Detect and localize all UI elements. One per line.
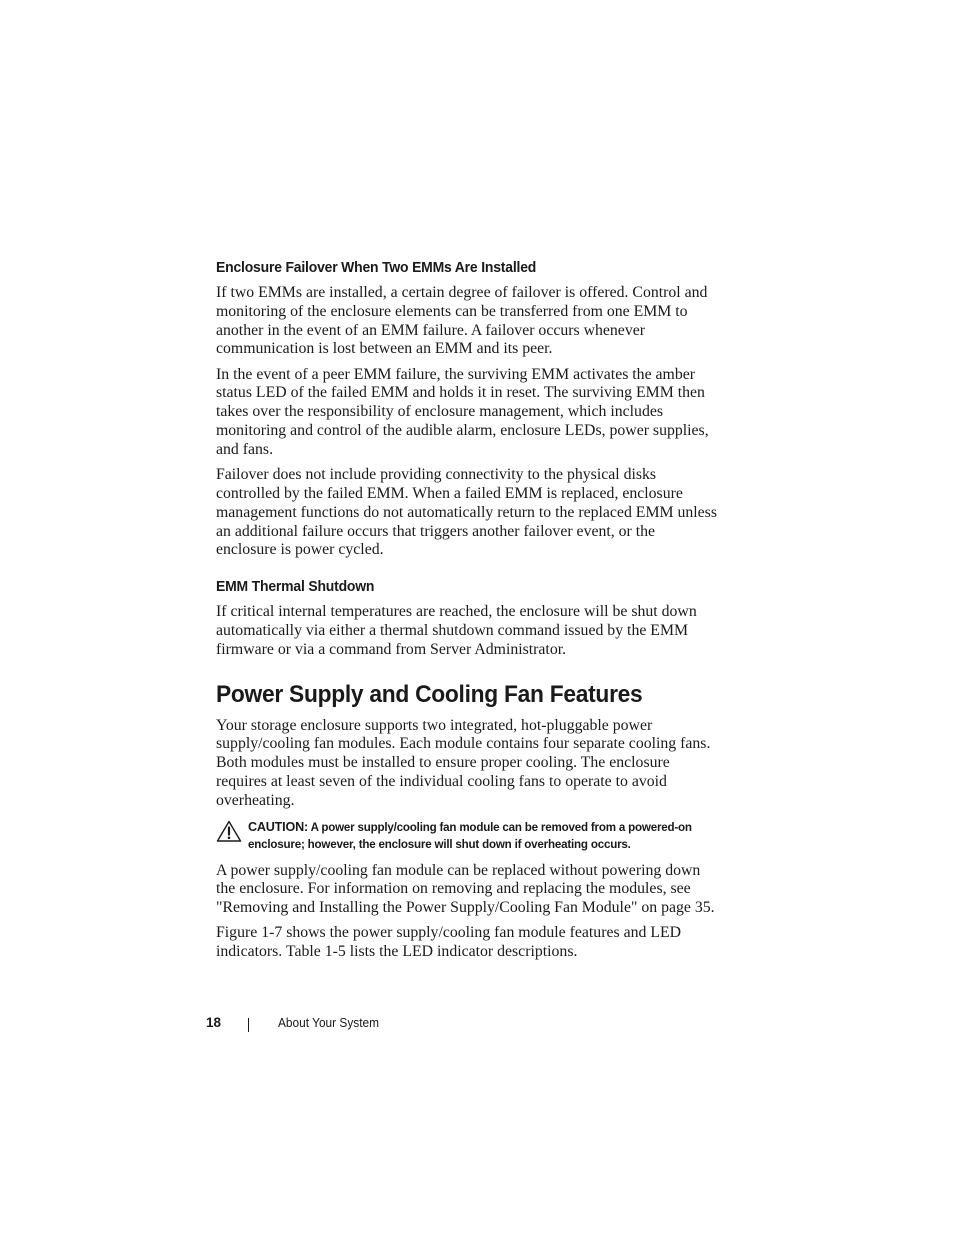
section-heading: EMM Thermal Shutdown — [216, 578, 375, 596]
paragraph: If two EMMs are installed, a certain degree of failover is offered. Control and monitoring of the enclosure elements can be transferred from one EMM to another in the event of an EMM failure. A failover occurs whenever communication is lost between an EMM and its peer. — [216, 284, 708, 358]
page-section-title: Power Supply and Cooling Fan Features — [216, 680, 643, 708]
paragraph: Failover does not include providing connectivity to the physical disks controlled by the failed EMM. When a failed EMM is replaced, enclosure management functions do not automatically return to the replaced EMM unless an additional failure occurs that triggers another failover event, or the enclosure is power cycled. — [216, 466, 717, 559]
caution-label: CAUTION: — [248, 819, 308, 834]
footer-divider — [248, 1018, 249, 1032]
paragraph: Figure 1-7 shows the power supply/cooling fan module features and LED indicators. Table 1-5 lists the LED indicator descriptions. — [216, 924, 682, 961]
footer-section-title: About Your System — [278, 1016, 380, 1030]
warning-triangle-icon — [216, 820, 248, 847]
paragraph: A power supply/cooling fan module can be replaced without powering down the enclosure. For information on removing and replacing the modules, see "Removing and Installing the Power Supply/Cooling Fan Module" on page 35. — [216, 861, 715, 917]
caution-body: A power supply/cooling fan module can be removed from a powered-on enclosure; however, the enclosure will shut down if overheating occurs. — [248, 820, 692, 851]
caution-text — [248, 819, 718, 853]
paragraph: If critical internal temperatures are reached, the enclosure will be shut down automatically via either a thermal shutdown command issued by the EMM firmware or via a command from Server Administrator. — [216, 603, 697, 658]
page-number: 18 — [206, 1015, 222, 1030]
section-power-supply-cooling-fan — [216, 681, 718, 962]
paragraph: In the event of a peer EMM failure, the surviving EMM activates the amber status LED of the failed EMM and holds it in reset. The surviving EMM then takes over the responsibility of enclosure management, which includes monitoring and control of the audible alarm, enclosure LEDs, power supplies, and fans. — [216, 365, 709, 458]
section-emm-thermal-shutdown — [216, 578, 718, 659]
paragraph: Your storage enclosure supports two integrated, hot-pluggable power supply/cooling fan modules. Each module contains four separate cooling fans. Both modules must be installed to ensure proper cooling. The enclosure requires at least seven of the individual cooling fans to operate to avoid overheating. — [216, 716, 711, 809]
section-enclosure-failover — [216, 259, 718, 560]
caution-note — [216, 819, 718, 853]
page-content — [216, 259, 718, 969]
section-heading: Enclosure Failover When Two EMMs Are Installed — [216, 259, 537, 276]
